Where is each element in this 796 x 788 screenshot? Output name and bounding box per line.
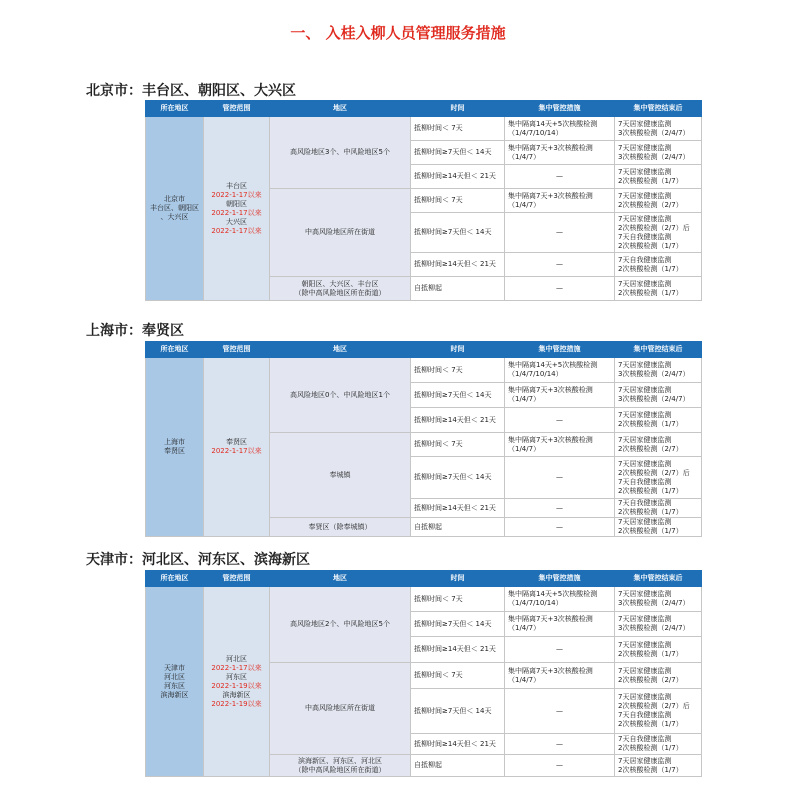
after-control-cell: 7天自我健康监测 2次核酸检测（1/7）: [615, 253, 702, 277]
time-cell: 抵柳时间＜ 7天: [411, 663, 505, 689]
time-cell: 自抵柳起: [411, 518, 505, 537]
after-control-cell: 7天居家健康监测 3次核酸检测（2/4/7）: [615, 141, 702, 165]
after-control-cell: 7天居家健康监测 2次核酸检测（1/7）: [615, 637, 702, 663]
time-cell: 抵柳时间≥7天但＜ 14天: [411, 141, 505, 165]
time-cell: 自抵柳起: [411, 755, 505, 777]
table-header-row: [146, 342, 702, 358]
section-heading: 天津市：河北区、河东区、滨海新区: [86, 552, 310, 568]
region-cell: 天津市 河北区 河东区 滨海新区: [146, 587, 204, 777]
area-cell: 高风险地区3个、中风险地区5个: [270, 117, 411, 189]
after-control-cell: 7天居家健康监测 2次核酸检测（2/7）: [615, 433, 702, 457]
measure-cell: —: [505, 213, 615, 253]
after-control-cell: 7天居家健康监测 3次核酸检测（2/4/7）: [615, 383, 702, 408]
scope-district: 河东区: [226, 672, 247, 681]
area-cell: 中高风险地区所在街道: [270, 663, 411, 755]
after-control-cell: 7天居家健康监测 3次核酸检测（2/4/7）: [615, 612, 702, 637]
region-cell: 北京市 丰台区、朝阳区 、大兴区: [146, 117, 204, 301]
table-row: [146, 358, 702, 383]
measure-cell: —: [505, 277, 615, 301]
column-header: 所在地区: [146, 571, 204, 587]
column-header: 集中管控结束后: [615, 342, 702, 358]
column-header: 地区: [270, 101, 411, 117]
time-cell: 抵柳时间≥14天但＜ 21天: [411, 253, 505, 277]
column-header: 时间: [411, 571, 505, 587]
after-control-cell: 7天居家健康监测 2次核酸检测（2/7）: [615, 663, 702, 689]
time-cell: 抵柳时间≥7天但＜ 14天: [411, 457, 505, 499]
time-cell: 抵柳时间≥7天但＜ 14天: [411, 383, 505, 408]
measure-cell: 集中隔离7天+3次核酸检测 （1/4/7）: [505, 189, 615, 213]
column-header: 所在地区: [146, 342, 204, 358]
time-cell: 抵柳时间≥7天但＜ 14天: [411, 689, 505, 734]
after-control-cell: 7天居家健康监测 2次核酸检测（2/7）: [615, 189, 702, 213]
column-header: 时间: [411, 342, 505, 358]
time-cell: 抵柳时间≥14天但＜ 21天: [411, 408, 505, 433]
scope-date: 2022-1-17以来: [211, 226, 262, 235]
column-header: 地区: [270, 571, 411, 587]
area-cell: 滨海新区、河东区、河北区 （除中高风险地区所在街道）: [270, 755, 411, 777]
measure-cell: 集中隔离14天+5次核酸检测 （1/4/7/10/14）: [505, 358, 615, 383]
policy-table: [145, 341, 702, 537]
column-header: 集中管控措施: [505, 101, 615, 117]
time-cell: 抵柳时间＜ 7天: [411, 587, 505, 612]
scope-date: 2022-1-17以来: [211, 663, 262, 672]
measure-cell: —: [505, 499, 615, 518]
measure-cell: 集中隔离14天+5次核酸检测 （1/4/7/10/14）: [505, 587, 615, 612]
column-header: 管控范围: [204, 101, 270, 117]
scope-district: 奉贤区: [226, 438, 247, 446]
time-cell: 抵柳时间＜ 7天: [411, 189, 505, 213]
measure-cell: —: [505, 253, 615, 277]
page-title: 一、 入桂入柳人员管理服务措施: [290, 24, 506, 42]
measure-cell: 集中隔离14天+5次核酸检测 （1/4/7/10/14）: [505, 117, 615, 141]
area-cell: 朝阳区、大兴区、丰台区 （除中高风险地区所在街道）: [270, 277, 411, 301]
column-header: 集中管控结束后: [615, 101, 702, 117]
control-scope-cell: [204, 117, 270, 301]
scope-date: 2022-1-17以来: [211, 447, 262, 455]
time-cell: 抵柳时间≥7天但＜ 14天: [411, 213, 505, 253]
scope-district: 朝阳区: [226, 199, 247, 208]
measure-cell: —: [505, 165, 615, 189]
control-scope-cell: [204, 587, 270, 777]
policy-table: [145, 100, 702, 301]
measure-cell: —: [505, 408, 615, 433]
after-control-cell: 7天居家健康监测 2次核酸检测（2/7）后 7天自我健康监测 2次核酸检测（1/7）: [615, 213, 702, 253]
column-header: 集中管控结束后: [615, 571, 702, 587]
measure-cell: 集中隔离7天+3次核酸检测 （1/4/7）: [505, 383, 615, 408]
section-heading: 上海市：奉贤区: [86, 323, 184, 339]
column-header: 管控范围: [204, 342, 270, 358]
table-row: [146, 587, 702, 612]
column-header: 时间: [411, 101, 505, 117]
measure-cell: 集中隔离7天+3次核酸检测 （1/4/7）: [505, 612, 615, 637]
column-header: 管控范围: [204, 571, 270, 587]
time-cell: 抵柳时间≥7天但＜ 14天: [411, 612, 505, 637]
time-cell: 抵柳时间≥14天但＜ 21天: [411, 165, 505, 189]
after-control-cell: 7天居家健康监测 2次核酸检测（1/7）: [615, 755, 702, 777]
time-cell: 抵柳时间≥14天但＜ 21天: [411, 637, 505, 663]
section-heading: 北京市：丰台区、朝阳区、大兴区: [86, 83, 296, 99]
column-header: 所在地区: [146, 101, 204, 117]
time-cell: 抵柳时间≥14天但＜ 21天: [411, 499, 505, 518]
measure-cell: —: [505, 518, 615, 537]
column-header: 地区: [270, 342, 411, 358]
column-header: 集中管控措施: [505, 342, 615, 358]
after-control-cell: 7天居家健康监测 3次核酸检测（2/4/7）: [615, 358, 702, 383]
scope-date: 2022-1-19以来: [211, 699, 262, 708]
time-cell: 抵柳时间＜ 7天: [411, 358, 505, 383]
measure-cell: 集中隔离7天+3次核酸检测 （1/4/7）: [505, 141, 615, 165]
after-control-cell: 7天居家健康监测 2次核酸检测（1/7）: [615, 165, 702, 189]
after-control-cell: 7天居家健康监测 3次核酸检测（2/4/7）: [615, 117, 702, 141]
time-cell: 抵柳时间≥14天但＜ 21天: [411, 734, 505, 755]
measure-cell: 集中隔离7天+3次核酸检测 （1/4/7）: [505, 433, 615, 457]
control-scope-cell: [204, 358, 270, 537]
scope-date: 2022-1-17以来: [211, 208, 262, 217]
scope-district: 河北区: [226, 654, 247, 663]
table-header-row: [146, 101, 702, 117]
table-row: [146, 117, 702, 141]
scope-district: 大兴区: [226, 217, 247, 226]
after-control-cell: 7天居家健康监测 3次核酸检测（2/4/7）: [615, 587, 702, 612]
area-cell: 奉城镇: [270, 433, 411, 518]
after-control-cell: 7天居家健康监测 2次核酸检测（2/7）后 7天自我健康监测 2次核酸检测（1/7）: [615, 457, 702, 499]
area-cell: 高风险地区2个、中风险地区5个: [270, 587, 411, 663]
policy-table: [145, 570, 702, 777]
region-cell: 上海市 奉贤区: [146, 358, 204, 537]
measure-cell: 集中隔离7天+3次核酸检测 （1/4/7）: [505, 663, 615, 689]
after-control-cell: 7天居家健康监测 2次核酸检测（1/7）: [615, 408, 702, 433]
scope-district: 滨海新区: [222, 690, 251, 699]
column-header: 集中管控措施: [505, 571, 615, 587]
after-control-cell: 7天自我健康监测 2次核酸检测（1/7）: [615, 734, 702, 755]
scope-district: 丰台区: [226, 181, 247, 190]
after-control-cell: 7天居家健康监测 2次核酸检测（2/7）后 7天自我健康监测 2次核酸检测（1/7）: [615, 689, 702, 734]
time-cell: 抵柳时间＜ 7天: [411, 117, 505, 141]
area-cell: 高风险地区0个、中风险地区1个: [270, 358, 411, 433]
measure-cell: —: [505, 637, 615, 663]
scope-date: 2022-1-19以来: [211, 681, 262, 690]
time-cell: 抵柳时间＜ 7天: [411, 433, 505, 457]
measure-cell: —: [505, 457, 615, 499]
measure-cell: —: [505, 755, 615, 777]
time-cell: 自抵柳起: [411, 277, 505, 301]
area-cell: 中高风险地区所在街道: [270, 189, 411, 277]
after-control-cell: 7天自我健康监测 2次核酸检测（1/7）: [615, 499, 702, 518]
measure-cell: —: [505, 734, 615, 755]
table-header-row: [146, 571, 702, 587]
after-control-cell: 7天居家健康监测 2次核酸检测（1/7）: [615, 277, 702, 301]
measure-cell: —: [505, 689, 615, 734]
scope-date: 2022-1-17以来: [211, 190, 262, 199]
area-cell: 奉贤区（除奉城镇）: [270, 518, 411, 537]
after-control-cell: 7天居家健康监测 2次核酸检测（1/7）: [615, 518, 702, 537]
